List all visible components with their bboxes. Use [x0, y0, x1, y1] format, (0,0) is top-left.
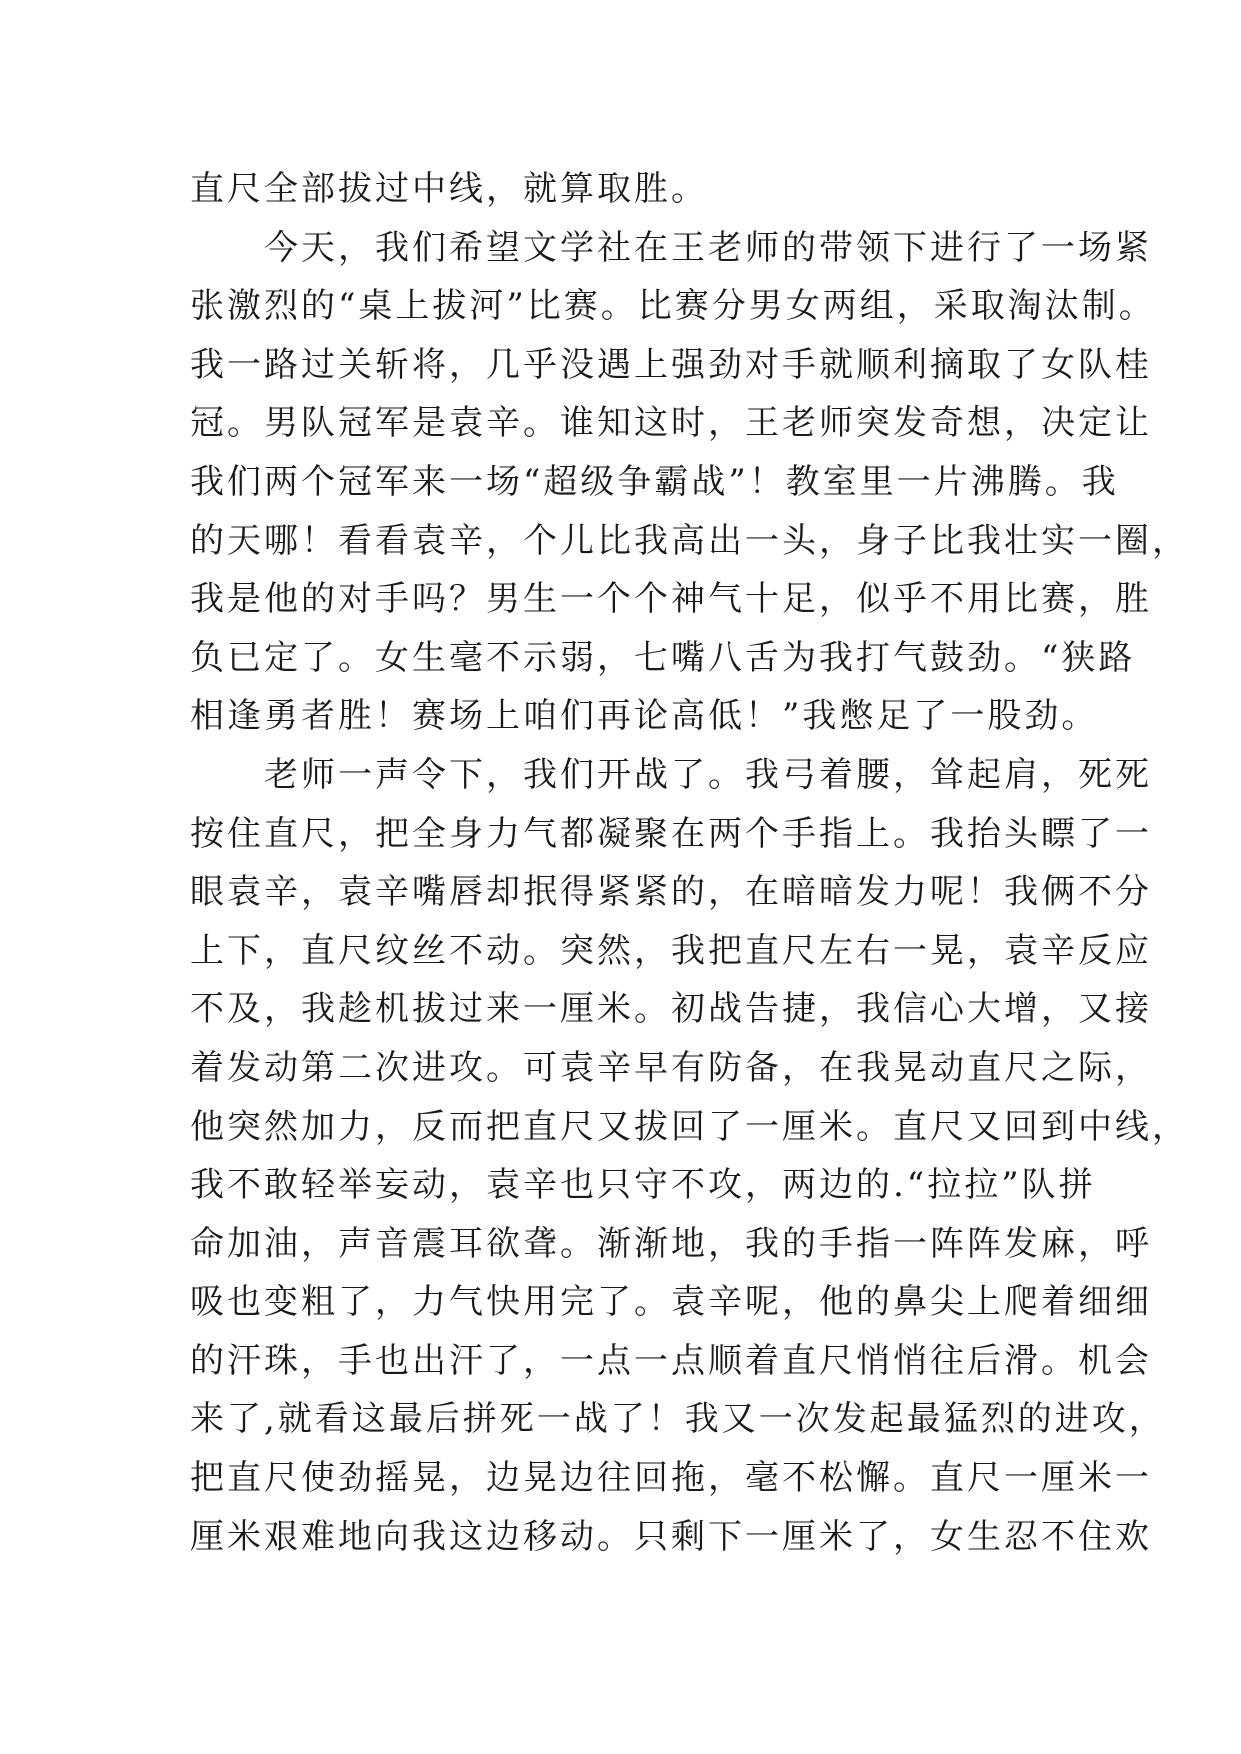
text-line: 他突然加力，反而把直尺又拔回了一厘米。直尺又回到中线，: [190, 1106, 1189, 1147]
text-line: 着发动第二次进攻。可袁辛早有防备，在我晃动直尺之际，: [190, 1047, 1152, 1088]
text-line: 直尺全部拔过中线，就算取胜。: [190, 169, 708, 209]
text-line: 不及，我趁机拔过来一厘米。初战告捷，我信心大增，又接: [190, 989, 1152, 1030]
text-line: 负已定了。女生毫不示弱，七嘴八舌为我打气鼓劲。“狭路: [190, 637, 1136, 678]
text-line: 把直尺使劲摇晃，边晃边往回拖，毫不松懈。直尺一厘米一: [190, 1458, 1152, 1499]
text-line: 上下，直尺纹丝不动。突然，我把直尺左右一晃，袁辛反应: [190, 930, 1152, 971]
text-line: 来了,就看这最后拼死一战了！我又一次发起最猛烈的进攻，: [190, 1399, 1166, 1440]
text-line: 眼袁辛，袁辛嘴唇却抿得紧紧的，在暗暗发力呢！我俩不分: [190, 872, 1152, 913]
text-line: 命加油，声音震耳欲聋。渐渐地，我的手指一阵阵发麻，呼: [190, 1223, 1152, 1264]
text-line: 我一路过关斩将，几乎没遇上强劲对手就顺利摘取了女队桂: [190, 344, 1152, 385]
text-line: 相逢勇者胜！赛场上咱们再论高低！”我憋足了一股劲。: [190, 696, 1099, 737]
text-line: 厘米艰难地向我这边移动。只剩下一厘米了，女生忍不住欢: [190, 1516, 1152, 1557]
text-line: 的天哪！看看袁辛，个儿比我高出一头，身子比我壮实一圈，: [190, 520, 1189, 561]
text-line: 张激烈的“桌上拔河”比赛。比赛分男女两组，采取淘汰制。: [190, 286, 1156, 327]
text-line: 我不敢轻举妄动，袁辛也只守不攻，两边的.“拉拉”队拼: [190, 1165, 1096, 1206]
text-line: 我们两个冠军来一场“超级争霸战”！教室里一片沸腾。我: [190, 461, 1119, 502]
text-line: 我是他的对手吗？男生一个个神气十足，似乎不用比赛，胜: [190, 579, 1152, 620]
body-text: [190, 160, 1189, 1566]
text-line: 老师一声令下，我们开战了。我弓着腰，耸起肩，死死: [190, 754, 1152, 795]
text-line: 的汗珠，手也出汗了，一点一点顺着直尺悄悄往后滑。机会: [190, 1340, 1152, 1381]
text-line: 冠。男队冠军是袁辛。谁知这时，王老师突发奇想，决定让: [190, 403, 1152, 444]
text-line: 吸也变粗了，力气快用完了。袁辛呢，他的鼻尖上爬着细细: [190, 1282, 1152, 1323]
text-line: 今天，我们希望文学社在王老师的带领下进行了一场紧: [190, 227, 1152, 268]
text-line: 按住直尺，把全身力气都凝聚在两个手指上。我抬头瞟了一: [190, 813, 1152, 854]
